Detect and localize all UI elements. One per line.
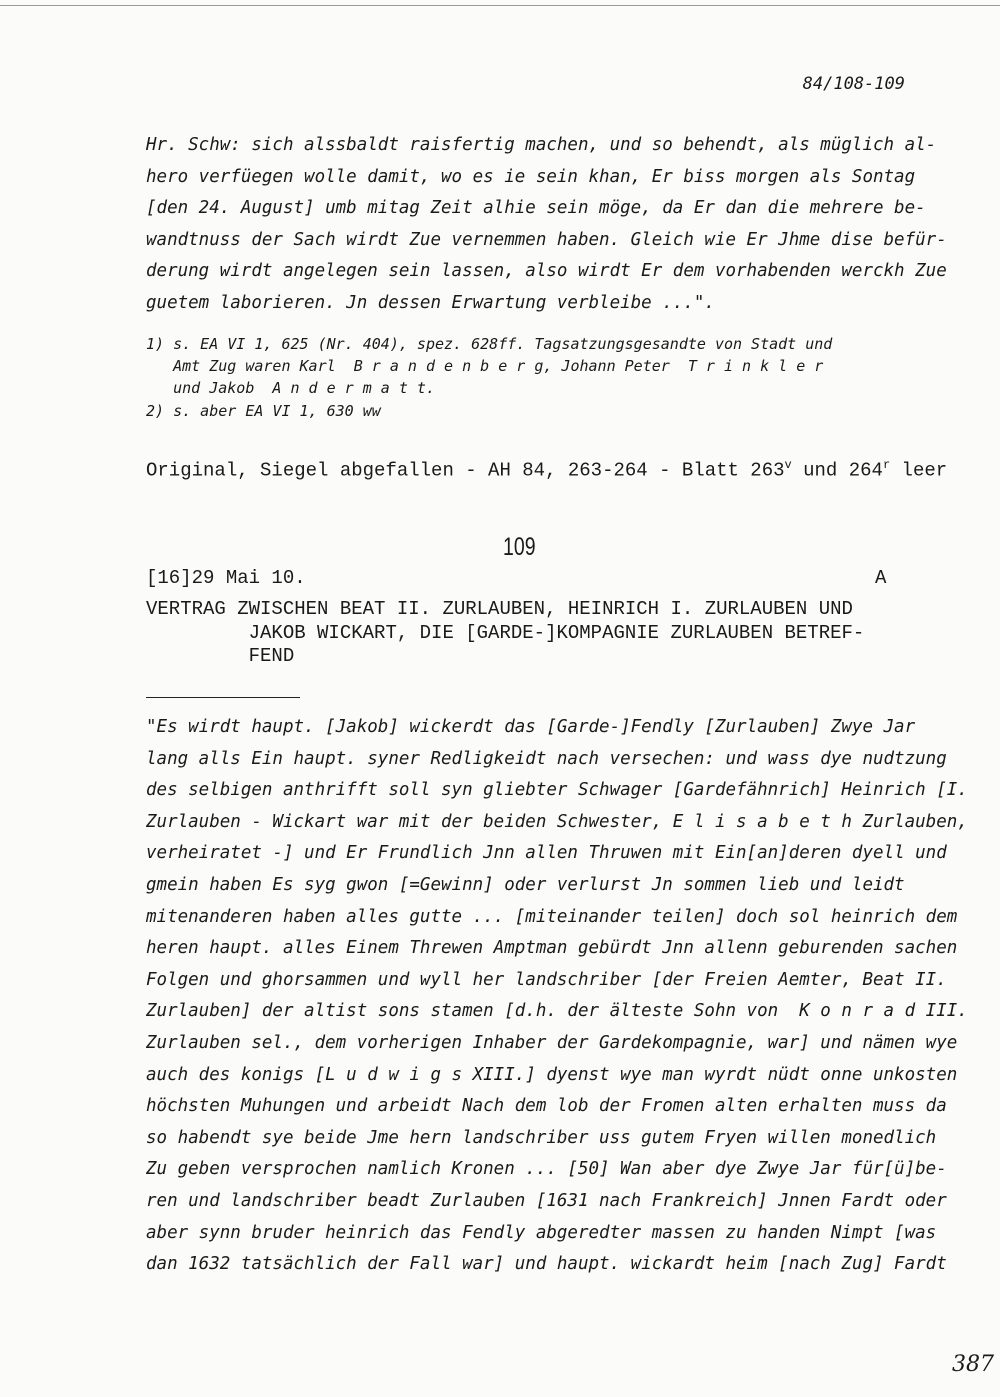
text-line: guetem laborieren. Jn dessen Erwartung verbleibe ...". xyxy=(146,292,715,313)
document-number: 109 xyxy=(503,533,536,561)
text-line: so habendt sye beide Jme hern landschriber uss gutem Fryen willen monedlich xyxy=(146,1127,937,1148)
text-line: wandtnuss der Sach wirdt Zue vernemmen haben. Gleich wie Er Jhme dise befür- xyxy=(146,229,947,250)
text-line: Zurlauben] der altist sons stamen [d.h. der älteste Sohn von K o n r a d III. xyxy=(146,1001,968,1022)
source-note xyxy=(146,458,947,481)
text-line: ren und landschriber beadt Zurlauben [1631 nach Frankreich] Jnnen Fardt oder xyxy=(146,1190,947,1211)
footnote-1-line-1: 1) s. EA VI 1, 625 (Nr. 404), spez. 628ff. Tagsatzungsgesandte von Stadt und xyxy=(146,335,833,353)
title-line: JAKOB WICKART, DIE [GARDE-]KOMPAGNIE ZURLAUBEN BETREF- xyxy=(146,621,865,644)
contract-text xyxy=(146,712,968,1281)
text-line: des selbigen anthrifft soll syn gliebter Schwager [Gardefähnrich] Heinrich [I. xyxy=(146,780,968,801)
text-line: Folgen und ghorsammen und wyll her landschriber [der Freien Aemter, Beat II. xyxy=(146,969,947,990)
source-note-sup-r: r xyxy=(882,458,891,472)
title-line: VERTRAG ZWISCHEN BEAT II. ZURLAUBEN, HEINRICH I. ZURLAUBEN UND xyxy=(146,598,853,620)
text-line: hero verfüegen wolle damit, wo es ie sein khan, Er biss morgen als Sontag xyxy=(146,166,916,187)
document-date: [16]29 Mai 10. xyxy=(146,567,306,589)
top-border-line xyxy=(0,5,1000,6)
document-mark: A xyxy=(875,567,887,589)
text-line: gmein haben Es syg gwon [=Gewinn] oder verlurst Jn sommen lieb und leidt xyxy=(146,874,905,895)
page-number: 84/108-109 xyxy=(802,74,905,94)
text-line: Zurlauben sel., dem vorherigen Inhaber der Gardekompagnie, war] und nämen wye xyxy=(146,1032,958,1053)
footnote-2: 2) s. aber EA VI 1, 630 ww xyxy=(146,402,381,420)
text-line: auch des konigs [L u d w i g s XIII.] dyenst wye man wyrdt nüdt onne unkosten xyxy=(146,1064,958,1085)
source-note-sup-v: v xyxy=(784,458,792,472)
text-line: verheiratet -] und Er Frundlich Jnn allen Thruwen mit Ein[an]deren dyell und xyxy=(146,843,947,864)
text-line: Zurlauben - Wickart war mit der beiden Schwester, E l i s a b e t h Zurlauben, xyxy=(146,811,968,832)
text-line: Zu geben versprochen namlich Kronen ... [50] Wan aber dye Zwye Jar für[ü]be- xyxy=(146,1159,947,1180)
text-line: lang alls Ein haupt. syner Redligkeidt nach versechen: und wass dye nudtzung xyxy=(146,748,947,769)
text-line: derung wirdt angelegen sein lassen, also wirdt Er dem vorhabenden werckh Zue xyxy=(146,261,947,282)
text-line: Hr. Schw: sich alssbaldt raisfertig machen, und so behendt, als müglich al- xyxy=(146,135,937,155)
title-line: FEND xyxy=(146,645,295,667)
footnote-1-line-3: und Jakob A n d e r m a t t. xyxy=(146,379,435,397)
document-title xyxy=(146,598,864,669)
source-note-text: Original, Siegel abgefallen - AH 84, 263-264 - Blatt 263 xyxy=(146,459,785,482)
footnote-1-line-2: Amt Zug waren Karl B r a n d e n b e r g, Johann Peter T r i n k l e r xyxy=(146,357,824,375)
source-note-end: leer xyxy=(890,459,948,482)
text-line: mitenanderen haben alles gutte ... [miteinander teilen] doch sol heinrich dem xyxy=(146,906,958,927)
text-line: höchsten Muhungen und arbeidt Nach dem lob der Fromen alten erhalten muss da xyxy=(146,1096,947,1117)
section-divider xyxy=(146,697,300,698)
text-line: heren haupt. alles Einem Threwen Amptman gebürdt Jnn allenn geburenden sachen xyxy=(146,938,958,959)
text-line: dan 1632 tatsächlich der Fall war] und haupt. wickardt heim [nach Zug] Fardt xyxy=(146,1254,947,1275)
previous-letter-text xyxy=(146,130,947,320)
source-note-mid: und 264 xyxy=(791,459,883,482)
text-line: aber synn bruder heinrich das Fendly abgeredter massen zu handen Nimpt [was xyxy=(146,1222,937,1243)
handwritten-page-mark: 387 xyxy=(952,1352,994,1377)
text-line: "Es wirdt haupt. [Jakob] wickerdt das [Garde-]Fendly [Zurlauben] Zwye Jar xyxy=(146,717,916,737)
text-line: [den 24. August] umb mitag Zeit alhie sein möge, da Er dan die mehrere be- xyxy=(146,198,926,219)
